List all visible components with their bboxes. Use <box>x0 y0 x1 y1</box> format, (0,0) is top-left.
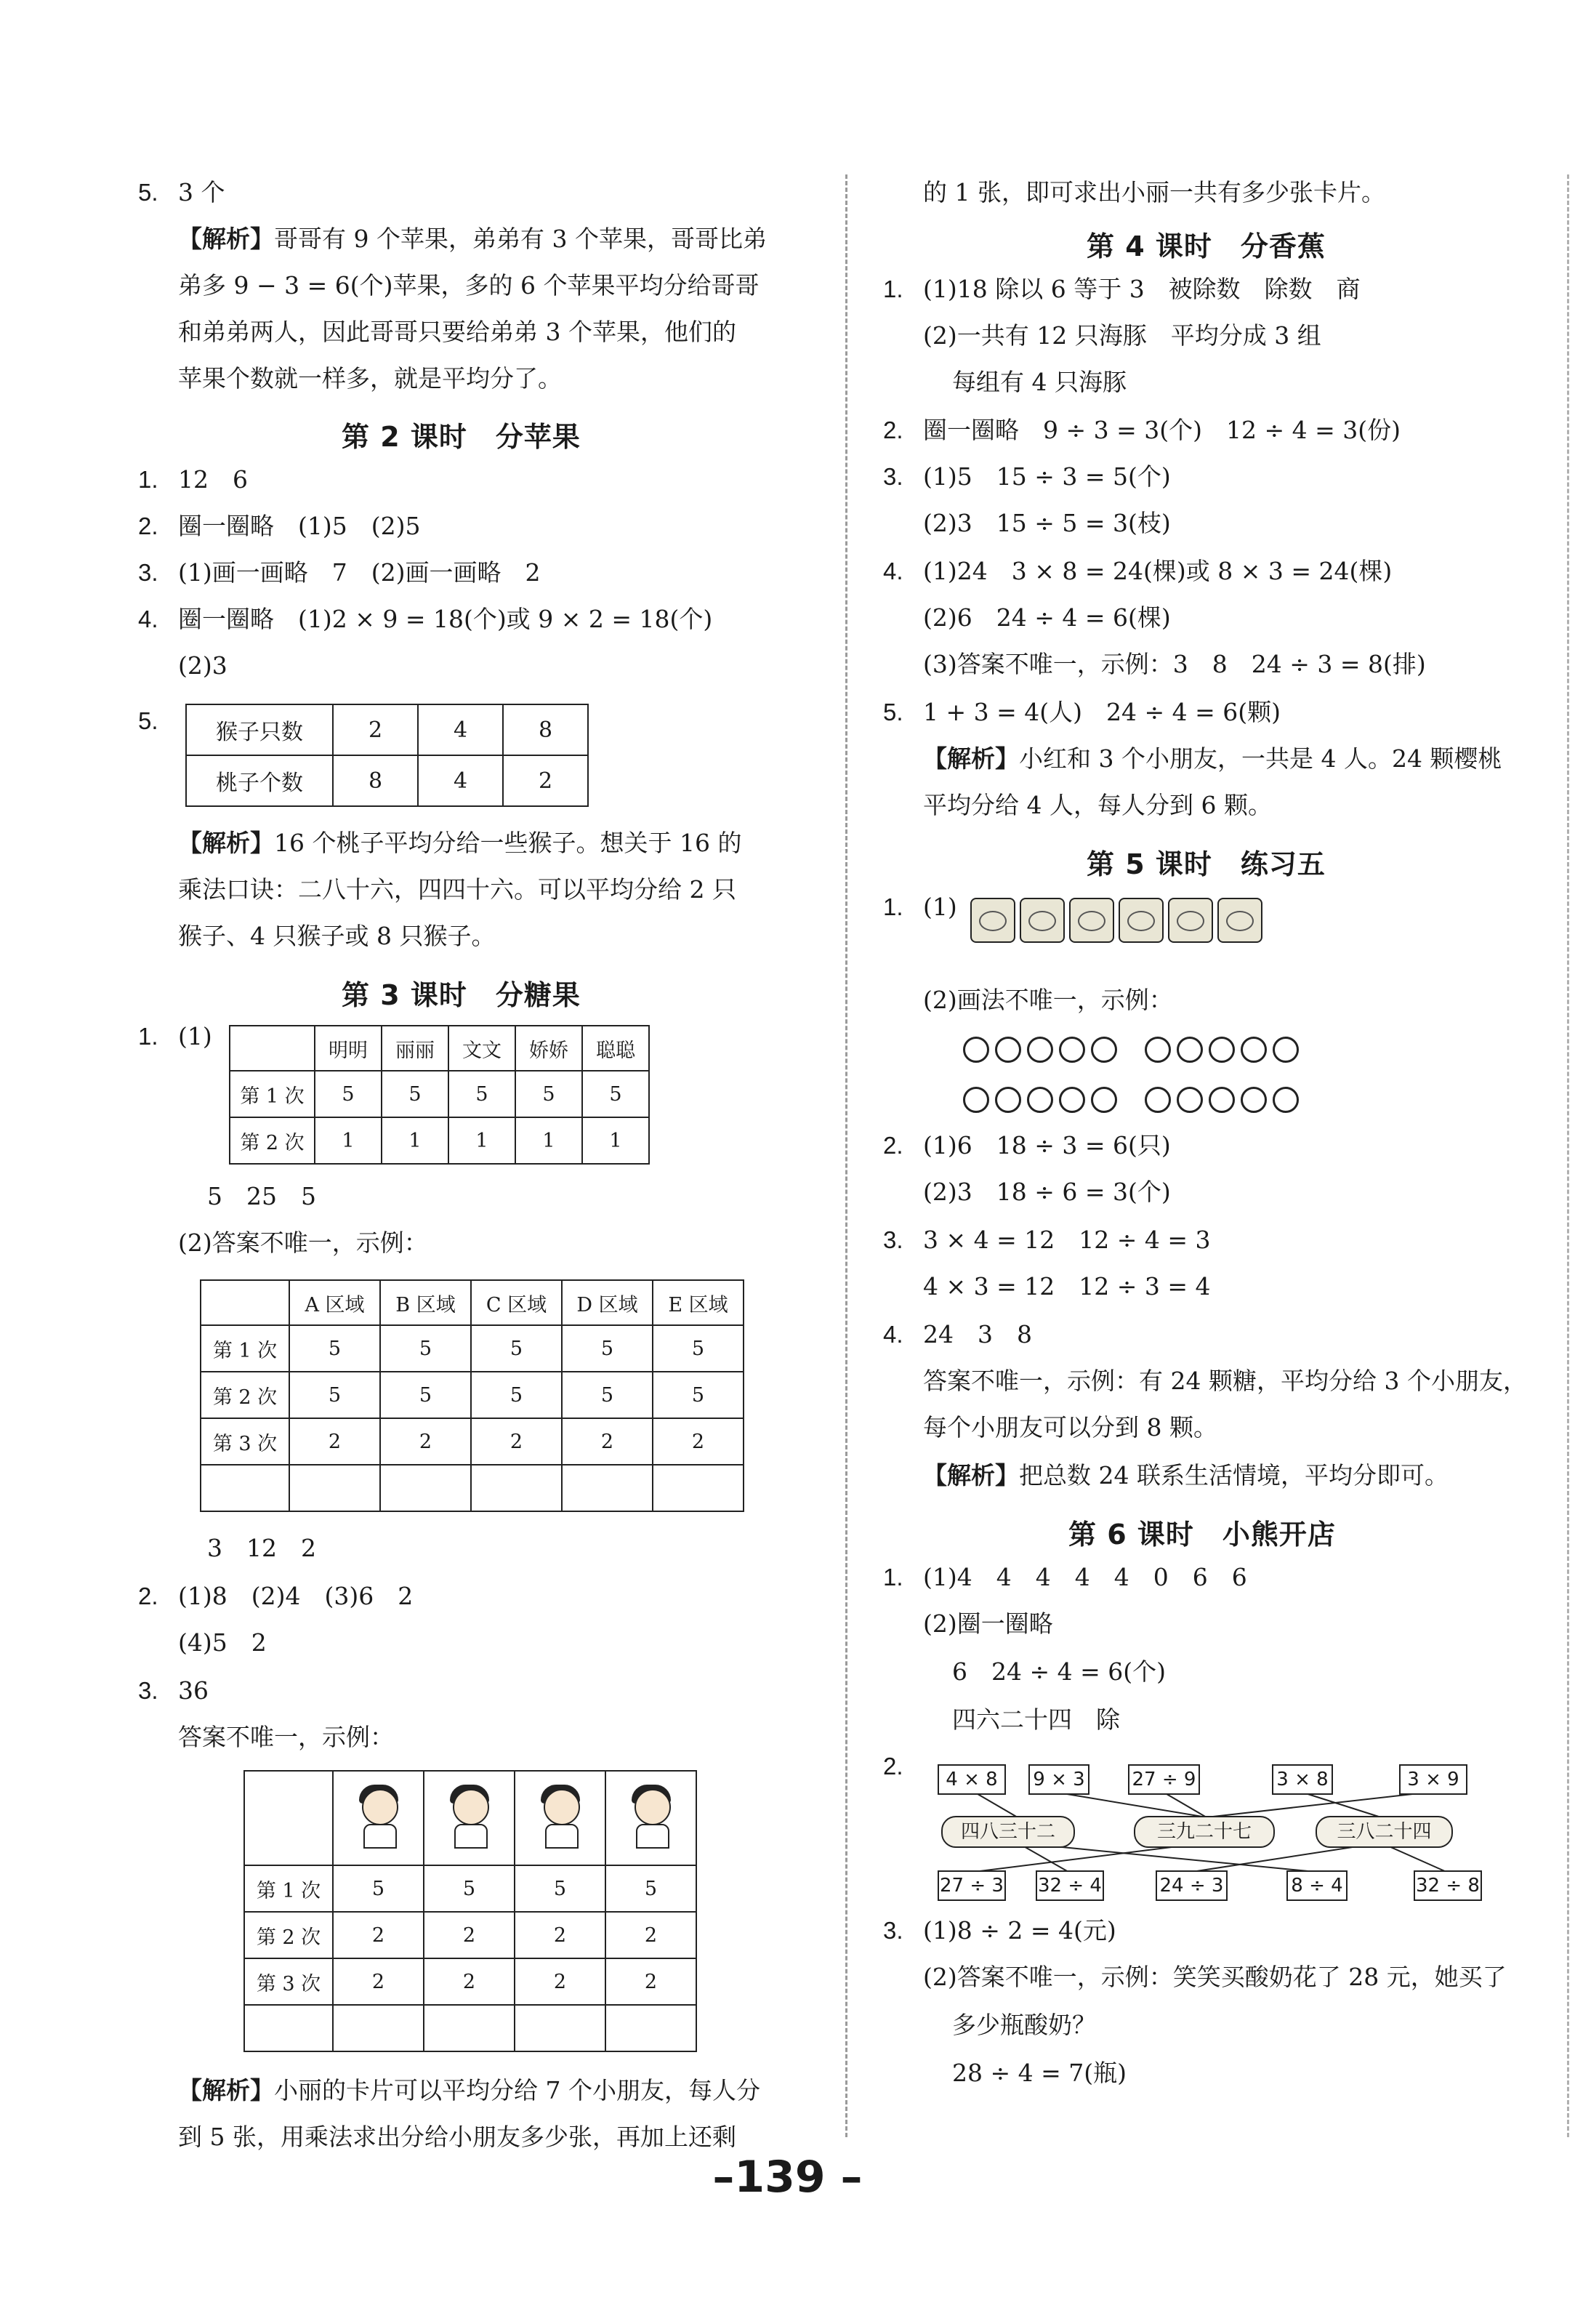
l2-q1: 1. 12 6 <box>138 465 248 494</box>
l4-analysis-line1: 【解析】小红和 3 个小朋友，一共是 4 人。24 颗樱桃 <box>923 744 1502 773</box>
l2-q4: 4. 圈一圈略 (1)2 × 9 = 18(个)或 9 × 2 = 18(个) <box>138 605 713 633</box>
table-cell <box>515 2005 605 2051</box>
girl-bob-face-icon <box>626 1783 677 1849</box>
match-bottom-box: 32 ÷ 8 <box>1414 1870 1482 1901</box>
l3-q2: 2. (1)8 (2)4 (3)6 2 <box>138 1582 414 1610</box>
table-cell: 2 <box>471 1418 562 1465</box>
table-cell <box>201 1280 289 1325</box>
match-top-box: 3 × 8 <box>1272 1764 1333 1795</box>
table-cell <box>380 1465 471 1511</box>
q5-analysis-line3: 和弟弟两人，因此哥哥只要给弟弟 3 个苹果，他们的 <box>178 318 736 346</box>
l5-q2: 2. (1)6 18 ÷ 3 = 6(只) <box>883 1131 1171 1159</box>
l5-q1b: (2)画法不唯一，示例： <box>923 986 1173 1014</box>
table-cell <box>605 2005 696 2051</box>
match-top-box: 9 × 3 <box>1028 1764 1089 1795</box>
l6-q1c: 6 24 ÷ 4 = 6(个) <box>952 1657 1166 1686</box>
circle-icon <box>1059 1087 1085 1113</box>
table-cell: 5 <box>562 1325 653 1372</box>
l2-q2: 2. 圈一圈略 (1)5 (2)5 <box>138 512 421 540</box>
circle-icon <box>1145 1087 1171 1113</box>
l4-q4: 4. (1)24 3 × 8 = 24(棵)或 8 × 3 = 24(棵) <box>883 557 1393 585</box>
table-cell <box>289 1465 380 1511</box>
q5-answer: 5. 3 个 <box>138 178 225 206</box>
l5-q4: 4. 24 3 8 <box>883 1320 1032 1348</box>
table-cell: D 区域 <box>562 1280 653 1325</box>
table-cell: 1 <box>515 1117 582 1164</box>
pear-picture-icon <box>1069 898 1114 943</box>
l5-q3b: 4 × 3 = 12 12 ÷ 3 = 4 <box>923 1272 1211 1300</box>
circle-icon <box>1059 1037 1085 1063</box>
table-cell <box>562 1465 653 1511</box>
l3-q3: 3. 36 <box>138 1676 209 1705</box>
page-edge-line <box>1567 174 1569 2137</box>
table-cell: A 区域 <box>289 1280 380 1325</box>
l4-q4c: (3)答案不唯一，示例：3 8 24 ÷ 3 = 8(排) <box>923 650 1426 678</box>
circle-icon <box>1241 1087 1267 1113</box>
table-cell: 5 <box>515 1071 582 1117</box>
l5-q1: 1. (1) <box>883 893 957 921</box>
match-mid-mushroom: 三九二十七 <box>1134 1816 1275 1848</box>
table-cell <box>605 1771 696 1865</box>
table-cell: 明明 <box>315 1026 382 1071</box>
circle-icon <box>1177 1087 1203 1113</box>
continuation-line: 的 1 张，即可求出小丽一共有多少张卡片。 <box>923 178 1385 206</box>
l4-q1b: (2)一共有 12 只海豚 平均分成 3 组 <box>923 321 1321 350</box>
l4-analysis-line2: 平均分给 4 人，每人分到 6 颗。 <box>923 791 1272 819</box>
table-cell: 2 <box>515 1958 605 2005</box>
table-cell: 桃子个数 <box>186 755 333 806</box>
girl-wink-face-icon <box>535 1783 586 1849</box>
table-cell: 1 <box>448 1117 515 1164</box>
l3-q1b-after: 3 12 2 <box>207 1534 316 1562</box>
circle-icon <box>1145 1037 1171 1063</box>
candy-table-1 <box>229 1025 650 1165</box>
l6-q3d: 28 ÷ 4 = 7(瓶) <box>952 2059 1127 2087</box>
table-cell: 5 <box>582 1071 649 1117</box>
circle-icon <box>1027 1037 1053 1063</box>
lesson2-title: 第 2 课时 分苹果 <box>342 421 581 453</box>
circle-icon <box>995 1087 1021 1113</box>
l2-analysis-line2: 乘法口诀：二八十六，四四十六。可以平均分给 2 只 <box>178 875 736 904</box>
table-cell: E 区域 <box>653 1280 744 1325</box>
l6-q1d: 四六二十四 除 <box>952 1705 1120 1734</box>
l5-q3: 3. 3 × 4 = 12 12 ÷ 4 = 3 <box>883 1226 1211 1254</box>
match-top-box: 3 × 9 <box>1399 1764 1467 1795</box>
l6-q2-num: 2. <box>883 1753 903 1780</box>
table-cell: 第 2 次 <box>244 1912 333 1958</box>
l5-q2b: (2)3 18 ÷ 6 = 3(个) <box>923 1178 1171 1206</box>
circle-icon <box>995 1037 1021 1063</box>
table-cell: 1 <box>382 1117 448 1164</box>
card-table <box>243 1770 697 2052</box>
l5-q4c: 每个小朋友可以分到 8 颗。 <box>923 1413 1217 1442</box>
l6-q3b: (2)答案不唯一，示例：笑笑买酸奶花了 28 元，她买了 <box>923 1963 1507 1991</box>
l4-q1c: 每组有 4 只海豚 <box>952 368 1127 396</box>
match-top-box: 4 × 8 <box>938 1764 1006 1795</box>
table-cell: 8 <box>333 755 418 806</box>
l3-analysis-line2: 到 5 张，用乘法求出分给小朋友多少张，再加上还剩 <box>178 2123 736 2151</box>
circle-icon <box>1027 1087 1053 1113</box>
table-cell: 2 <box>380 1418 471 1465</box>
circle-icon <box>1273 1037 1299 1063</box>
match-bottom-box: 32 ÷ 4 <box>1036 1870 1104 1901</box>
l3-q1-after: 5 25 5 <box>207 1182 316 1210</box>
l5-analysis: 【解析】把总数 24 联系生活情境，平均分即可。 <box>923 1461 1449 1489</box>
column-divider <box>845 174 847 2137</box>
table-cell: 5 <box>382 1071 448 1117</box>
pear-picture-icon <box>1020 898 1065 943</box>
table-cell: 2 <box>424 1912 515 1958</box>
match-top-box: 27 ÷ 9 <box>1128 1764 1200 1795</box>
pear-picture-icon <box>1119 898 1164 943</box>
l4-q2: 2. 圈一圈略 9 ÷ 3 = 3(个) 12 ÷ 4 = 3(份) <box>883 416 1401 444</box>
circle-icon <box>1241 1037 1267 1063</box>
circle-icon <box>963 1037 989 1063</box>
l5-q4b: 答案不唯一，示例：有 24 颗糖，平均分给 3 个小朋友， <box>923 1367 1527 1395</box>
pear-picture-icon <box>1217 898 1262 943</box>
l2-analysis-line3: 猴子、4 只猴子或 8 只猴子。 <box>178 922 496 950</box>
table-cell: 2 <box>605 1958 696 2005</box>
table-cell: 1 <box>315 1117 382 1164</box>
l3-q3b: 答案不唯一，示例： <box>178 1723 394 1751</box>
l6-q3c: 多少瓶酸奶？ <box>952 2011 1096 2039</box>
table-cell: 2 <box>424 1958 515 2005</box>
page-number: –139 – <box>712 2152 863 2203</box>
circle-icon <box>1091 1087 1117 1113</box>
table-cell: 2 <box>605 1912 696 1958</box>
circle-row-1 <box>963 1037 1305 1066</box>
table-cell: 5 <box>653 1372 744 1418</box>
table-cell: 第 2 次 <box>230 1117 315 1164</box>
match-mid-mushroom: 三八二十四 <box>1316 1816 1453 1848</box>
l6-q1b: (2)圈一圈略 <box>923 1609 1053 1638</box>
table-cell: 4 <box>418 704 503 755</box>
table-cell: 5 <box>471 1372 562 1418</box>
girl-face-icon <box>444 1783 495 1849</box>
table-cell: 4 <box>418 755 503 806</box>
table-cell: 5 <box>289 1372 380 1418</box>
table-cell: 5 <box>333 1865 424 1912</box>
q5-analysis-line1: 【解析】哥哥有 9 个苹果，弟弟有 3 个苹果，哥哥比弟 <box>178 225 767 253</box>
l4-q5: 5. 1 + 3 = 4(人) 24 ÷ 4 = 6(颗) <box>883 698 1281 726</box>
l4-q1: 1. (1)18 除以 6 等于 3 被除数 除数 商 <box>883 275 1361 303</box>
table-cell: 5 <box>380 1372 471 1418</box>
table-cell: 2 <box>333 1912 424 1958</box>
table-cell: 5 <box>448 1071 515 1117</box>
match-bottom-box: 27 ÷ 3 <box>938 1870 1006 1901</box>
table-cell: 猴子只数 <box>186 704 333 755</box>
l3-q2b: (4)5 2 <box>178 1628 267 1657</box>
table-cell <box>424 1771 515 1865</box>
pear-picture-icon <box>970 898 1015 943</box>
table-cell: 聪聪 <box>582 1026 649 1071</box>
table-cell: 2 <box>333 704 418 755</box>
table-cell: 5 <box>653 1325 744 1372</box>
table-cell: 第 2 次 <box>201 1372 289 1418</box>
table-cell <box>471 1465 562 1511</box>
l4-q4b: (2)6 24 ÷ 4 = 6(棵) <box>923 603 1171 632</box>
table-cell: 5 <box>289 1325 380 1372</box>
table-cell: C 区域 <box>471 1280 562 1325</box>
table-cell <box>653 1465 744 1511</box>
l4-q3: 3. (1)5 15 ÷ 3 = 5(个) <box>883 462 1171 491</box>
table-cell: 第 3 次 <box>201 1418 289 1465</box>
match-bottom-box: 8 ÷ 4 <box>1286 1870 1348 1901</box>
boy-face-icon <box>353 1783 404 1849</box>
l2-q5-num: 5. <box>138 707 158 734</box>
pear-picture-icon <box>1168 898 1213 943</box>
l2-analysis-line1: 【解析】16 个桃子平均分给一些猴子。想关于 16 的 <box>178 829 742 857</box>
table-cell: 第 1 次 <box>201 1325 289 1372</box>
table-cell: 2 <box>333 1958 424 2005</box>
table-cell: 2 <box>515 1912 605 1958</box>
fruit-picture-groups <box>970 898 1267 943</box>
table-cell: 文文 <box>448 1026 515 1071</box>
table-cell: 8 <box>503 704 588 755</box>
table-cell: 2 <box>562 1418 653 1465</box>
table-cell: 1 <box>582 1117 649 1164</box>
table-cell <box>424 2005 515 2051</box>
table-cell: 2 <box>503 755 588 806</box>
match-bottom-box: 24 ÷ 3 <box>1156 1870 1228 1901</box>
matching-diagram <box>923 1763 1519 1901</box>
circle-icon <box>963 1087 989 1113</box>
table-cell: 5 <box>471 1325 562 1372</box>
table-cell: 第 1 次 <box>230 1071 315 1117</box>
table-cell: 2 <box>653 1418 744 1465</box>
circle-icon <box>1273 1087 1299 1113</box>
table-cell: B 区域 <box>380 1280 471 1325</box>
table-cell: 5 <box>605 1865 696 1912</box>
candy-table-2 <box>200 1279 744 1512</box>
l2-q3: 3. (1)画一画略 7 (2)画一画略 2 <box>138 558 541 587</box>
table-cell <box>244 1771 333 1865</box>
circle-icon <box>1209 1087 1235 1113</box>
table-cell: 第 1 次 <box>244 1865 333 1912</box>
q5-analysis-line2: 弟多 9 − 3 = 6(个)苹果，多的 6 个苹果平均分给哥哥 <box>178 271 760 299</box>
table-cell: 娇娇 <box>515 1026 582 1071</box>
lesson6-title: 第 6 课时 小熊开店 <box>1068 1519 1336 1551</box>
table-cell: 5 <box>380 1325 471 1372</box>
table-cell <box>333 2005 424 2051</box>
l6-q3: 3. (1)8 ÷ 2 = 4(元) <box>883 1916 1116 1945</box>
table-cell: 2 <box>289 1418 380 1465</box>
table-cell: 5 <box>515 1865 605 1912</box>
match-mid-mushroom: 四八三十二 <box>941 1816 1075 1848</box>
lesson5-title: 第 5 课时 练习五 <box>1087 848 1326 880</box>
table-cell: 丽丽 <box>382 1026 448 1071</box>
table-cell: 5 <box>424 1865 515 1912</box>
circle-icon <box>1177 1037 1203 1063</box>
l2-q4b: (2)3 <box>178 651 227 680</box>
table-cell <box>333 1771 424 1865</box>
q5-analysis-line4: 苹果个数就一样多，就是平均分了。 <box>178 364 562 393</box>
table-cell: 第 3 次 <box>244 1958 333 2005</box>
table-cell <box>201 1465 289 1511</box>
table-cell <box>244 2005 333 2051</box>
lesson4-title: 第 4 课时 分香蕉 <box>1087 230 1326 262</box>
table-cell <box>515 1771 605 1865</box>
circle-row-2 <box>963 1087 1305 1116</box>
circle-icon <box>1091 1037 1117 1063</box>
monkey-peach-table <box>185 704 589 807</box>
lesson3-title: 第 3 课时 分糖果 <box>342 979 581 1011</box>
l4-q3b: (2)3 15 ÷ 5 = 3(枝) <box>923 509 1171 537</box>
l6-q1: 1. (1)4 4 4 4 4 0 6 6 <box>883 1563 1247 1591</box>
l3-q1b: (2)答案不唯一，示例： <box>178 1229 428 1257</box>
l3-analysis-line1: 【解析】小丽的卡片可以平均分给 7 个小朋友，每人分 <box>178 2076 760 2104</box>
circle-icon <box>1209 1037 1235 1063</box>
table-cell: 5 <box>562 1372 653 1418</box>
l3-q1: 1. (1) <box>138 1022 212 1050</box>
table-cell <box>230 1026 315 1071</box>
table-cell: 5 <box>315 1071 382 1117</box>
